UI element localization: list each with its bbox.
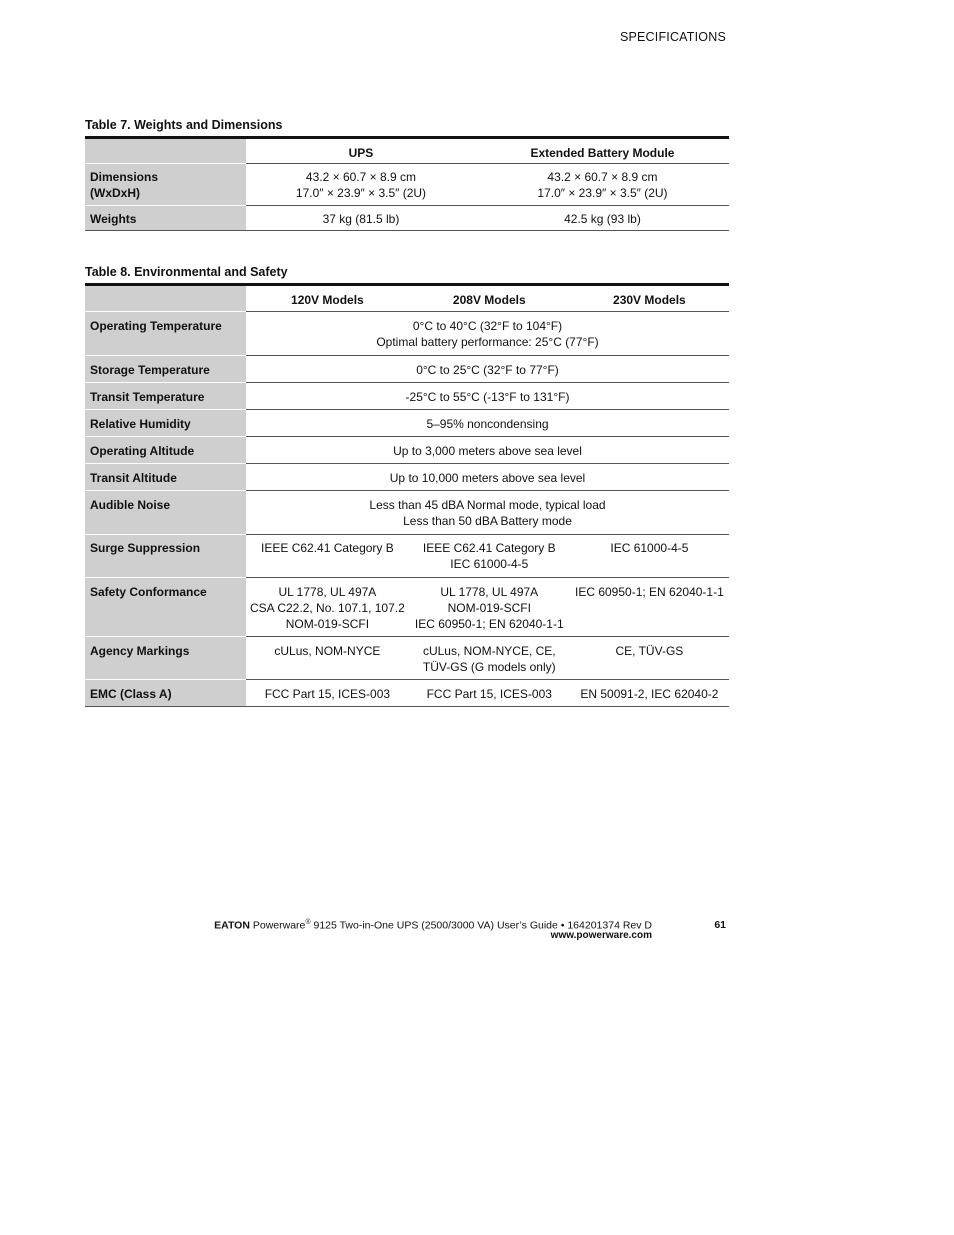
table7-col-header: Extended Battery Module [476, 138, 729, 164]
cell-line: UL 1778, UL 497A [278, 585, 377, 599]
cell-line: UL 1778, UL 497A [440, 585, 539, 599]
footer-brand: EATON [214, 919, 250, 932]
table-cell [246, 164, 476, 206]
table-cell: 0°C to 25°C (32°F to 77°F) [246, 356, 729, 383]
row-label: Operating Altitude [85, 437, 246, 464]
table-cell [570, 637, 729, 680]
table-row [85, 410, 729, 437]
cell-line: 17.0″ × 23.9″ × 3.5″ (2U) [295, 186, 427, 200]
page-number: 61 [714, 919, 726, 931]
table-cell [570, 535, 729, 578]
row-label: Agency Markings [85, 637, 246, 680]
cell-line: cULus, NOM-NYCE [274, 644, 381, 658]
table8-title: Table 8. Environmental and Safety [85, 265, 288, 279]
cell-line: CSA C22.2, No. 107.1, 107.2 [250, 601, 405, 615]
table-row [85, 535, 729, 578]
table7-col-header: UPS [246, 138, 476, 164]
row-label: Safety Conformance [85, 578, 246, 637]
table-row [85, 164, 729, 206]
table-row [85, 491, 729, 535]
section-header: SPECIFICATIONS [619, 30, 726, 44]
table-row [85, 383, 729, 410]
cell-line: Optimal battery performance: 25°C (77°F) [376, 335, 599, 349]
row-label: Storage Temperature [85, 356, 246, 383]
table-row [85, 206, 729, 231]
row-label: Relative Humidity [85, 410, 246, 437]
cell-line: IEEE C62.41 Category B [261, 541, 394, 555]
table-row [85, 312, 729, 356]
cell-line: Less than 50 dBA Battery mode [403, 514, 572, 528]
row-label: Operating Temperature [85, 312, 246, 356]
row-label: Audible Noise [85, 491, 246, 535]
cell-line: NOM-019-SCFI [447, 601, 531, 615]
table-cell [409, 535, 570, 578]
table-cell: FCC Part 15, ICES-003 [409, 680, 570, 707]
cell-line: 43.2 × 60.7 × 8.9 cm [305, 170, 416, 184]
row-label: Transit Altitude [85, 464, 246, 491]
table-cell: -25°C to 55°C (-13°F to 131°F) [246, 383, 729, 410]
cell-line: IEC 60950-1; EN 62040-1-1 [414, 617, 564, 631]
table8-corner-cell [85, 285, 246, 312]
table8-col-header: 230V Models [570, 285, 729, 312]
table-cell [246, 535, 409, 578]
table-cell [570, 578, 729, 637]
table-cell [409, 578, 570, 637]
table7-header-row [85, 138, 729, 164]
row-label-line: Dimensions [90, 170, 159, 184]
footer-product: Powerware [252, 919, 306, 932]
table7-title: Table 7. Weights and Dimensions [85, 118, 283, 132]
table-cell: Up to 10,000 meters above sea level [246, 464, 729, 491]
table-row [85, 680, 729, 707]
table-cell [409, 637, 570, 680]
cell-line: IEC 60950-1; EN 62040-1-1 [575, 585, 724, 599]
cell-line: 43.2 × 60.7 × 8.9 cm [547, 170, 658, 184]
table-cell [476, 164, 729, 206]
table8-header-row [85, 285, 729, 312]
cell-line: Less than 45 dBA Normal mode, typical load [369, 498, 606, 512]
row-label [85, 164, 246, 206]
table-cell [246, 491, 729, 535]
footer-guide-title: 9125 Two-in-One UPS (2500/3000 VA) User’s Guide • 164201374 Rev D [310, 919, 652, 932]
weights-dimensions-table [85, 136, 729, 231]
table-cell: 37 kg (81.5 lb) [246, 206, 476, 231]
cell-line: IEEE C62.41 Category B [422, 541, 556, 555]
row-label: Surge Suppression [85, 535, 246, 578]
footer-url: www.powerware.com [550, 930, 652, 941]
row-label: Transit Temperature [85, 383, 246, 410]
row-label-line: (WxDxH) [90, 186, 140, 200]
cell-line: TÜV-GS (G models only) [422, 660, 556, 674]
cell-line: CE, TÜV-GS [615, 644, 684, 658]
cell-line: 0°C to 40°C (32°F to 104°F) [412, 319, 563, 333]
cell-line: IEC 61000-4-5 [450, 557, 529, 571]
environmental-safety-table [85, 283, 729, 707]
table-cell: 42.5 kg (93 lb) [476, 206, 729, 231]
table-cell [246, 312, 729, 356]
table-row [85, 464, 729, 491]
row-label: EMC (Class A) [85, 680, 246, 707]
table-row [85, 356, 729, 383]
cell-line: cULus, NOM-NYCE, CE, [422, 644, 556, 658]
table8-col-header: 208V Models [409, 285, 570, 312]
table-cell: FCC Part 15, ICES-003 [246, 680, 409, 707]
table-cell: EN 50091-2, IEC 62040-2 [570, 680, 729, 707]
cell-line: NOM-019-SCFI [285, 617, 370, 631]
table7-corner-cell [85, 138, 246, 164]
table-cell [246, 578, 409, 637]
table-row [85, 437, 729, 464]
row-label: Weights [85, 206, 246, 231]
table-row [85, 637, 729, 680]
table-cell: Up to 3,000 meters above sea level [246, 437, 729, 464]
cell-line: 17.0″ × 23.9″ × 3.5″ (2U) [537, 186, 668, 200]
footer-registered-mark: ® [305, 919, 311, 926]
table-cell: 5–95% noncondensing [246, 410, 729, 437]
table8-col-header: 120V Models [246, 285, 409, 312]
table-row [85, 578, 729, 637]
cell-line: IEC 61000-4-5 [610, 541, 689, 555]
table-cell [246, 637, 409, 680]
